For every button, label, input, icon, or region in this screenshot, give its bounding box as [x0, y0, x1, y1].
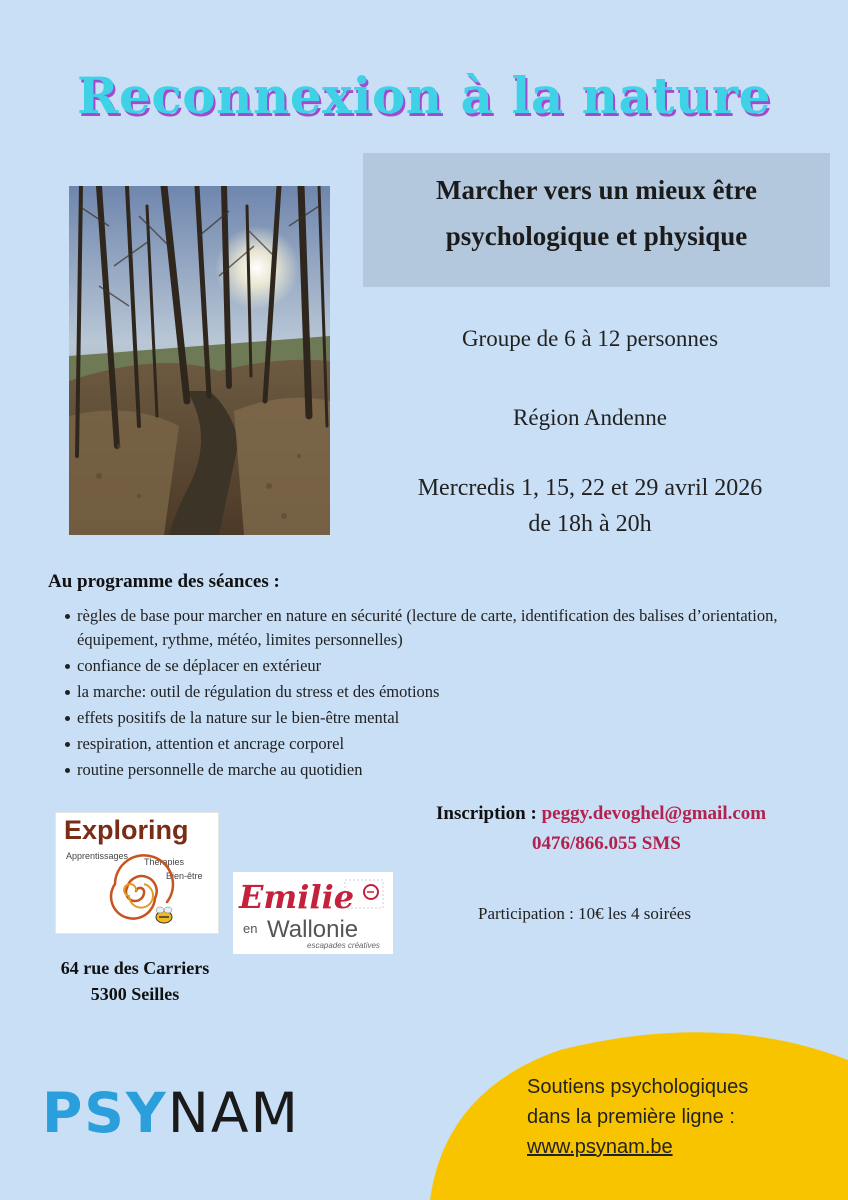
program-item: confiance de se déplacer en extérieur — [48, 654, 838, 678]
support-line-1: Soutiens psychologiques — [527, 1076, 749, 1098]
exploring-tag: Bien-être — [166, 871, 203, 881]
program-item: effets positifs de la nature sur le bien-être mental — [48, 706, 838, 730]
emilie-logo-wallonie: Wallonie — [267, 916, 359, 943]
exploring-tag: Thérapies — [144, 857, 185, 867]
program-title: Au programme des séances : — [48, 571, 280, 592]
region: Région Andenne — [513, 405, 667, 430]
participation-fee: Participation : 10€ les 4 soirées — [478, 904, 691, 923]
subtitle-line-2: psychologique et physique — [445, 221, 748, 251]
psynam-website-link[interactable]: www.psynam.be — [527, 1136, 673, 1158]
address-street: 64 rue des Carriers — [60, 958, 210, 978]
page-title: Reconnexion à la nature — [76, 66, 772, 125]
address-city: 5300 Seilles — [90, 984, 180, 1004]
program-item: routine personnelle de marche au quotidien — [48, 758, 838, 782]
psynam-logo-bold: PSY — [42, 1081, 168, 1145]
program-item: règles de base pour marcher en nature en sécurité (lecture de carte, identification des balises d’orientation, équipement, rythme, météo, limites personnelles) — [48, 604, 838, 652]
hours: de 18h à 20h — [528, 511, 652, 537]
program-item: respiration, attention et ancrage corporel — [48, 732, 838, 756]
group-size: Groupe de 6 à 12 personnes — [461, 326, 719, 351]
emilie-logo-en: en — [243, 921, 258, 936]
program-item: la marche: outil de régulation du stress et des émotions — [48, 680, 838, 704]
psynam-logo — [42, 1078, 300, 1148]
emilie-logo-name: Emilie — [239, 878, 355, 916]
psynam-logo-regular: NAM — [167, 1081, 300, 1145]
dates: Mercredis 1, 15, 22 et 29 avril 2026 — [417, 475, 763, 501]
subtitle-line-1: Marcher vers un mieux être — [436, 175, 757, 205]
support-line-2: dans la première ligne : — [527, 1106, 735, 1128]
email-link[interactable]: peggy.devoghel@gmail.com — [541, 803, 767, 824]
inscription-label: Inscription : — [436, 803, 542, 824]
exploring-tag: Apprentissages — [66, 851, 129, 861]
exploring-logo-name: Exploring — [64, 815, 189, 845]
phone-number: 0476/866.055 SMS — [532, 833, 681, 854]
emilie-logo-tagline: escapades créatives — [307, 941, 380, 950]
